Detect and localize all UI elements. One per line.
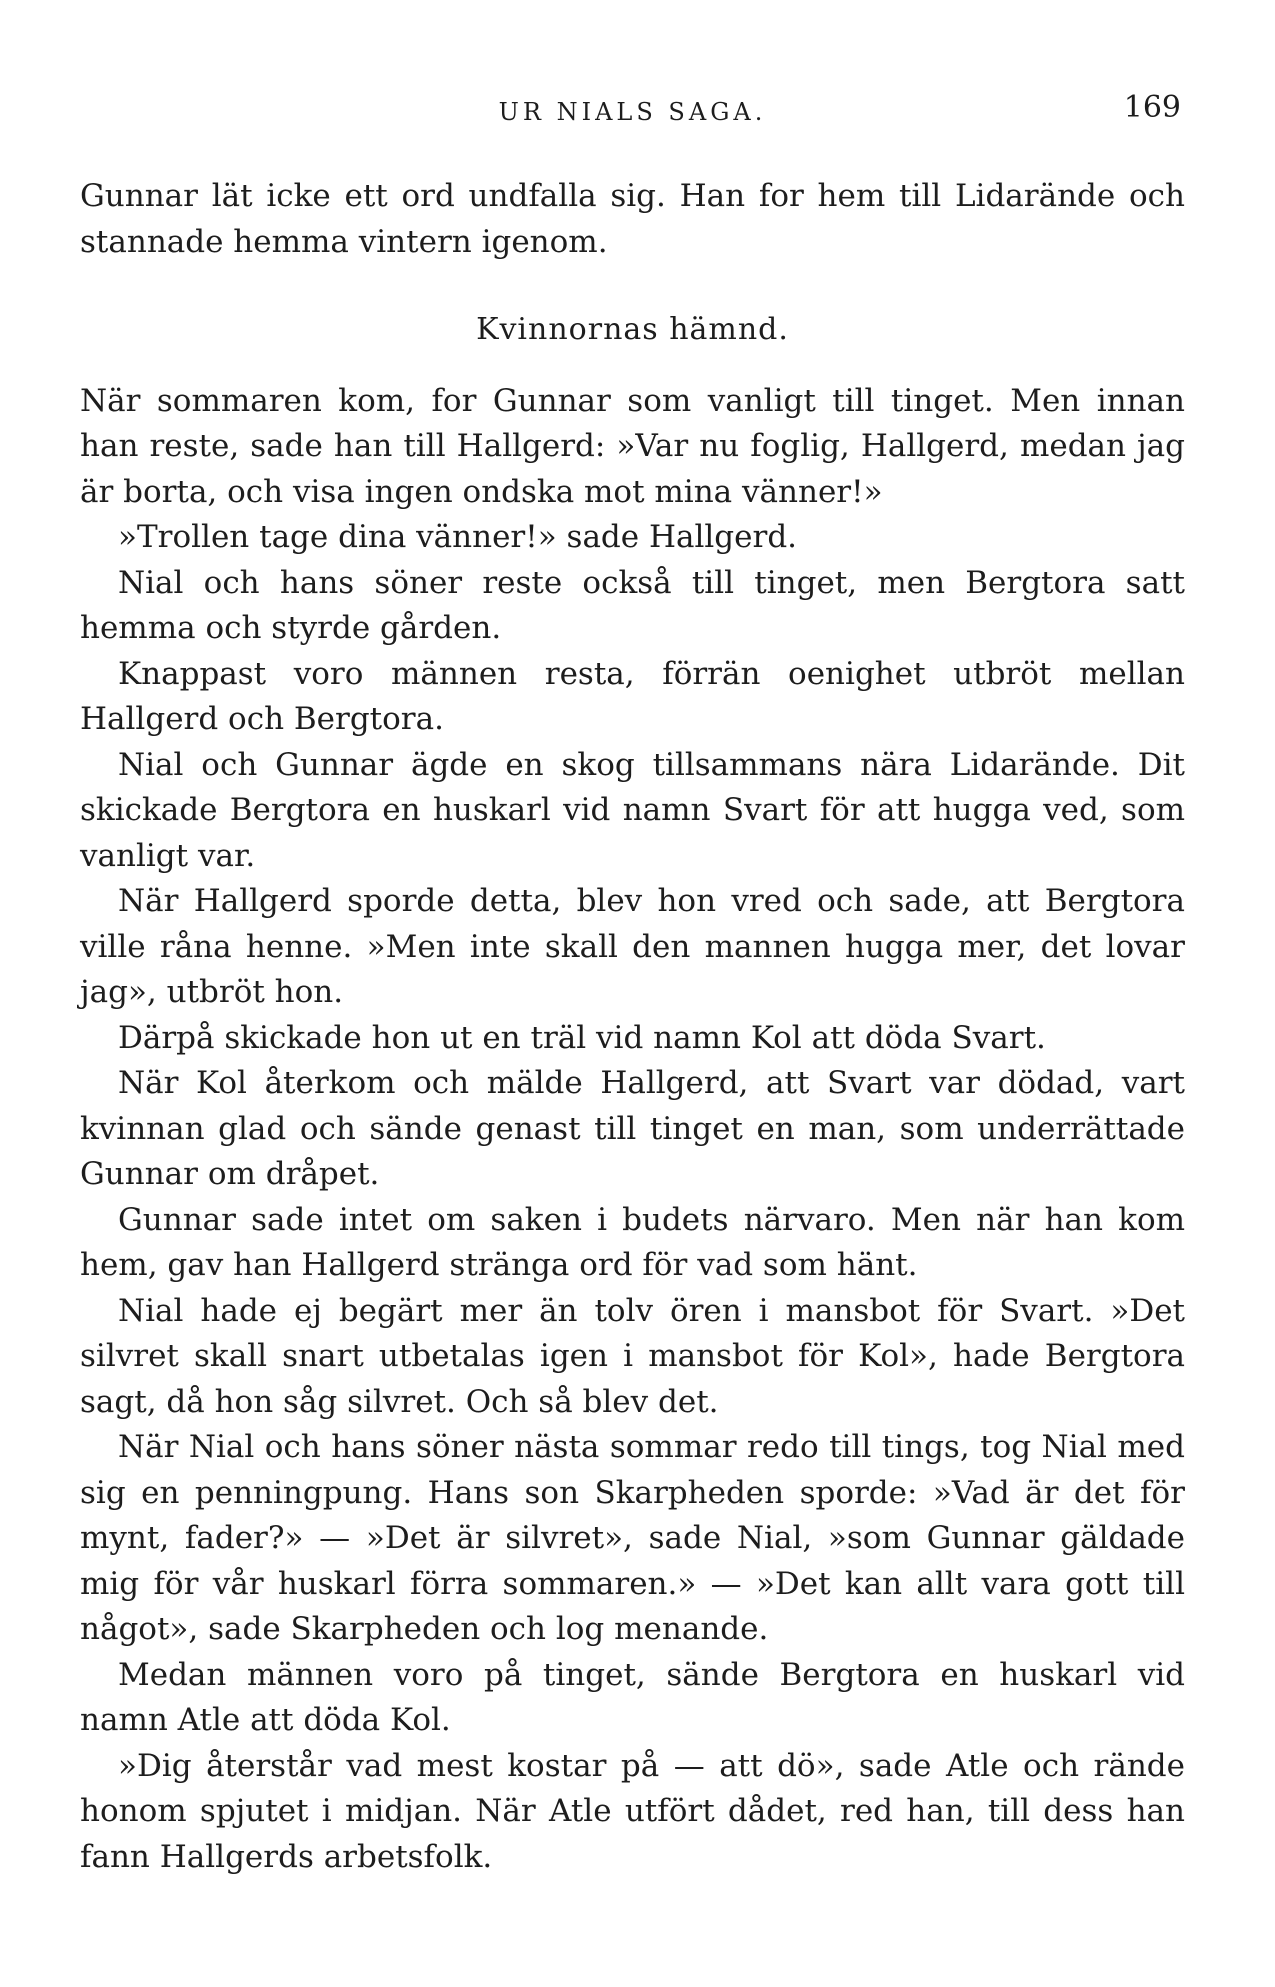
- section-heading: Kvinnornas hämnd.: [476, 312, 789, 347]
- page-number: 169: [1123, 90, 1181, 125]
- paragraph: När Hallgerd sporde detta, blev hon vred och sade, att Bergtora ville råna henne. »Men inte skall den mannen hugga mer, det lovar jag», utbröt hon.: [80, 883, 1185, 1010]
- paragraph: När Nial och hans söner nästa sommar redo till tings, tog Nial med sig en penningpung. Hans son Skarpheden sporde: »Vad är det för mynt, fader?» — »Det är silvret», sade Nial, »som Gunnar gäldade mig för vår huskarl förra sommaren.» — »Det kan allt vara gott till något», sade Skarpheden och log menande.: [80, 1429, 1185, 1647]
- running-title: UR NIALS SAGA.: [498, 98, 767, 126]
- paragraph: Nial hade ej begärt mer än tolv ören i mansbot för Svart. »Det silvret skall snart utbetalas igen i mansbot för Kol», hade Bergtora sagt, då hon såg silvret. Och så blev det.: [80, 1292, 1185, 1420]
- paragraph: Nial och Gunnar ägde en skog tillsammans nära Lidarände. Dit skickade Bergtora en huskarl vid namn Svart för att hugga ved, som vanligt var.: [80, 746, 1185, 874]
- paragraph: Gunnar sade intet om saken i budets närvaro. Men när han kom hem, gav han Hallgerd stränga ord för vad som hänt.: [80, 1201, 1185, 1283]
- paragraph: Nial och hans söner reste också till tinget, men Bergtora satt hemma och styrde gården.: [80, 564, 1185, 646]
- running-head: [80, 90, 1185, 140]
- opening-paragraph: Gunnar lät icke ett ord undfalla sig. Han for hem till Lidarände och stannade hemma vintern igenom.: [80, 178, 1185, 260]
- book-page: [80, 90, 1185, 1880]
- paragraph: När sommaren kom, for Gunnar som vanligt till tinget. Men innan han reste, sade han till Hallgerd: »Var nu foglig, Hallgerd, medan jag är borta, och visa ingen ondska mot mina vänner!»: [80, 382, 1185, 510]
- paragraph: Därpå skickade hon ut en träl vid namn Kol att döda Svart.: [118, 1019, 1046, 1056]
- paragraph: När Kol återkom och mälde Hallgerd, att Svart var dödad, vart kvinnan glad och sände genast till tinget en man, som underrättade Gunnar om dråpet.: [80, 1065, 1185, 1192]
- paragraph: Knappast voro männen resta, förrän oenighet utbröt mellan Hallgerd och Bergtora.: [80, 655, 1185, 737]
- body-text: [80, 174, 1185, 1880]
- paragraph: Medan männen voro på tinget, sände Bergtora en huskarl vid namn Atle att döda Kol.: [80, 1656, 1185, 1738]
- paragraph: »Trollen tage dina vänner!» sade Hallgerd.: [118, 519, 798, 555]
- paragraph: »Dig återstår vad mest kostar på — att dö», sade Atle och rände honom spjutet i midjan. När Atle utfört dådet, red han, till dess han fann Hallgerds arbetsfolk.: [80, 1747, 1185, 1875]
